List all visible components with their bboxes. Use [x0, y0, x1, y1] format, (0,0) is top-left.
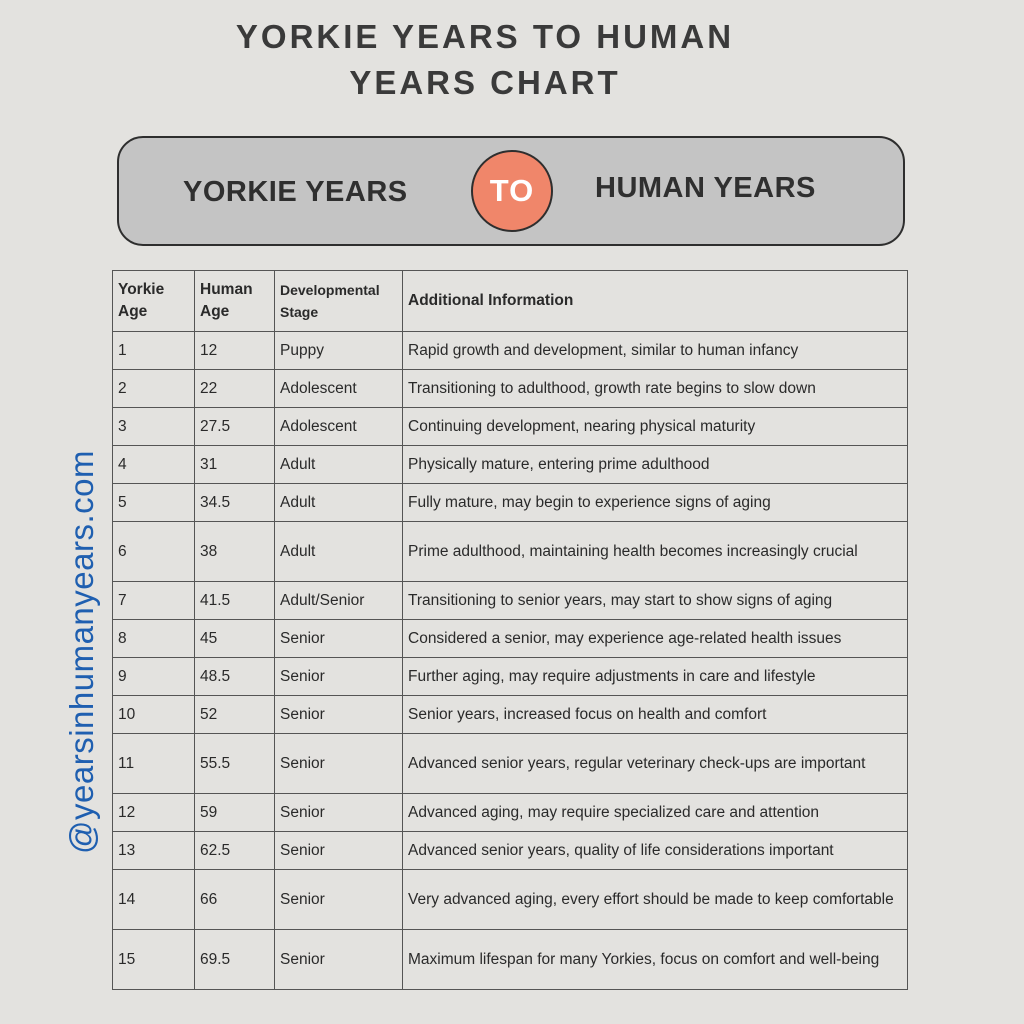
cell-yorkie-age: 7	[113, 582, 195, 620]
cell-human-age: 22	[195, 370, 275, 408]
cell-stage: Senior	[275, 930, 403, 990]
cell-stage: Adult	[275, 522, 403, 582]
table-row	[113, 408, 908, 446]
cell-yorkie-age: 1	[113, 332, 195, 370]
cell-info: Further aging, may require adjustments in care and lifestyle	[403, 658, 908, 696]
table-row	[113, 332, 908, 370]
table-row	[113, 930, 908, 990]
cell-human-age: 59	[195, 794, 275, 832]
watermark-text: @yearsinhumanyears.com	[63, 450, 100, 854]
cell-human-age: 31	[195, 446, 275, 484]
cell-stage: Senior	[275, 620, 403, 658]
cell-stage: Adolescent	[275, 408, 403, 446]
cell-human-age: 34.5	[195, 484, 275, 522]
table-header-row	[113, 271, 908, 332]
table-row	[113, 832, 908, 870]
cell-info: Senior years, increased focus on health and comfort	[403, 696, 908, 734]
cell-info: Fully mature, may begin to experience signs of aging	[403, 484, 908, 522]
table-row	[113, 370, 908, 408]
header-additional-info: Additional Information	[403, 271, 908, 332]
cell-yorkie-age: 5	[113, 484, 195, 522]
cell-human-age: 69.5	[195, 930, 275, 990]
cell-human-age: 41.5	[195, 582, 275, 620]
cell-info: Physically mature, entering prime adulthood	[403, 446, 908, 484]
table-row	[113, 794, 908, 832]
cell-yorkie-age: 11	[113, 734, 195, 794]
cell-yorkie-age: 3	[113, 408, 195, 446]
cell-stage: Senior	[275, 832, 403, 870]
banner-yorkie-years: YORKIE YEARS	[183, 176, 408, 208]
table-row	[113, 696, 908, 734]
cell-info: Prime adulthood, maintaining health becomes increasingly crucial	[403, 522, 908, 582]
cell-human-age: 48.5	[195, 658, 275, 696]
table-row	[113, 734, 908, 794]
banner-to-badge: TO	[471, 150, 553, 232]
cell-yorkie-age: 8	[113, 620, 195, 658]
title-line-2: YEARS CHART	[349, 64, 621, 101]
cell-stage: Senior	[275, 658, 403, 696]
table-row	[113, 582, 908, 620]
cell-yorkie-age: 15	[113, 930, 195, 990]
cell-human-age: 45	[195, 620, 275, 658]
table-row	[113, 484, 908, 522]
cell-human-age: 62.5	[195, 832, 275, 870]
header-human-age: Human Age	[195, 271, 275, 332]
cell-stage: Puppy	[275, 332, 403, 370]
title-line-1: YORKIE YEARS TO HUMAN	[235, 18, 735, 55]
cell-yorkie-age: 10	[113, 696, 195, 734]
cell-info: Advanced aging, may require specialized care and attention	[403, 794, 908, 832]
cell-stage: Adult	[275, 446, 403, 484]
cell-stage: Adolescent	[275, 370, 403, 408]
cell-yorkie-age: 9	[113, 658, 195, 696]
header-yorkie-age: Yorkie Age	[113, 271, 195, 332]
cell-stage: Senior	[275, 696, 403, 734]
cell-yorkie-age: 4	[113, 446, 195, 484]
cell-human-age: 12	[195, 332, 275, 370]
cell-stage: Senior	[275, 734, 403, 794]
cell-yorkie-age: 12	[113, 794, 195, 832]
header-developmental-stage: Developmental Stage	[275, 271, 403, 332]
cell-human-age: 27.5	[195, 408, 275, 446]
cell-human-age: 38	[195, 522, 275, 582]
cell-human-age: 55.5	[195, 734, 275, 794]
cell-yorkie-age: 13	[113, 832, 195, 870]
cell-info: Rapid growth and development, similar to human infancy	[403, 332, 908, 370]
table-row	[113, 620, 908, 658]
conversion-banner	[117, 136, 905, 246]
cell-info: Transitioning to adulthood, growth rate begins to slow down	[403, 370, 908, 408]
cell-yorkie-age: 6	[113, 522, 195, 582]
cell-stage: Adult	[275, 484, 403, 522]
table-row	[113, 658, 908, 696]
cell-human-age: 52	[195, 696, 275, 734]
cell-info: Very advanced aging, every effort should be made to keep comfortable	[403, 870, 908, 930]
cell-info: Advanced senior years, regular veterinary check-ups are important	[403, 734, 908, 794]
cell-stage: Senior	[275, 870, 403, 930]
table-row	[113, 446, 908, 484]
cell-info: Advanced senior years, quality of life considerations important	[403, 832, 908, 870]
page-title	[170, 14, 800, 106]
cell-human-age: 66	[195, 870, 275, 930]
cell-info: Transitioning to senior years, may start to show signs of aging	[403, 582, 908, 620]
cell-yorkie-age: 14	[113, 870, 195, 930]
cell-stage: Adult/Senior	[275, 582, 403, 620]
cell-info: Continuing development, nearing physical maturity	[403, 408, 908, 446]
cell-info: Considered a senior, may experience age-related health issues	[403, 620, 908, 658]
table-row	[113, 522, 908, 582]
banner-human-years: HUMAN YEARS	[595, 172, 816, 204]
cell-stage: Senior	[275, 794, 403, 832]
age-table	[112, 270, 908, 990]
cell-info: Maximum lifespan for many Yorkies, focus on comfort and well-being	[403, 930, 908, 990]
table-row	[113, 870, 908, 930]
cell-yorkie-age: 2	[113, 370, 195, 408]
